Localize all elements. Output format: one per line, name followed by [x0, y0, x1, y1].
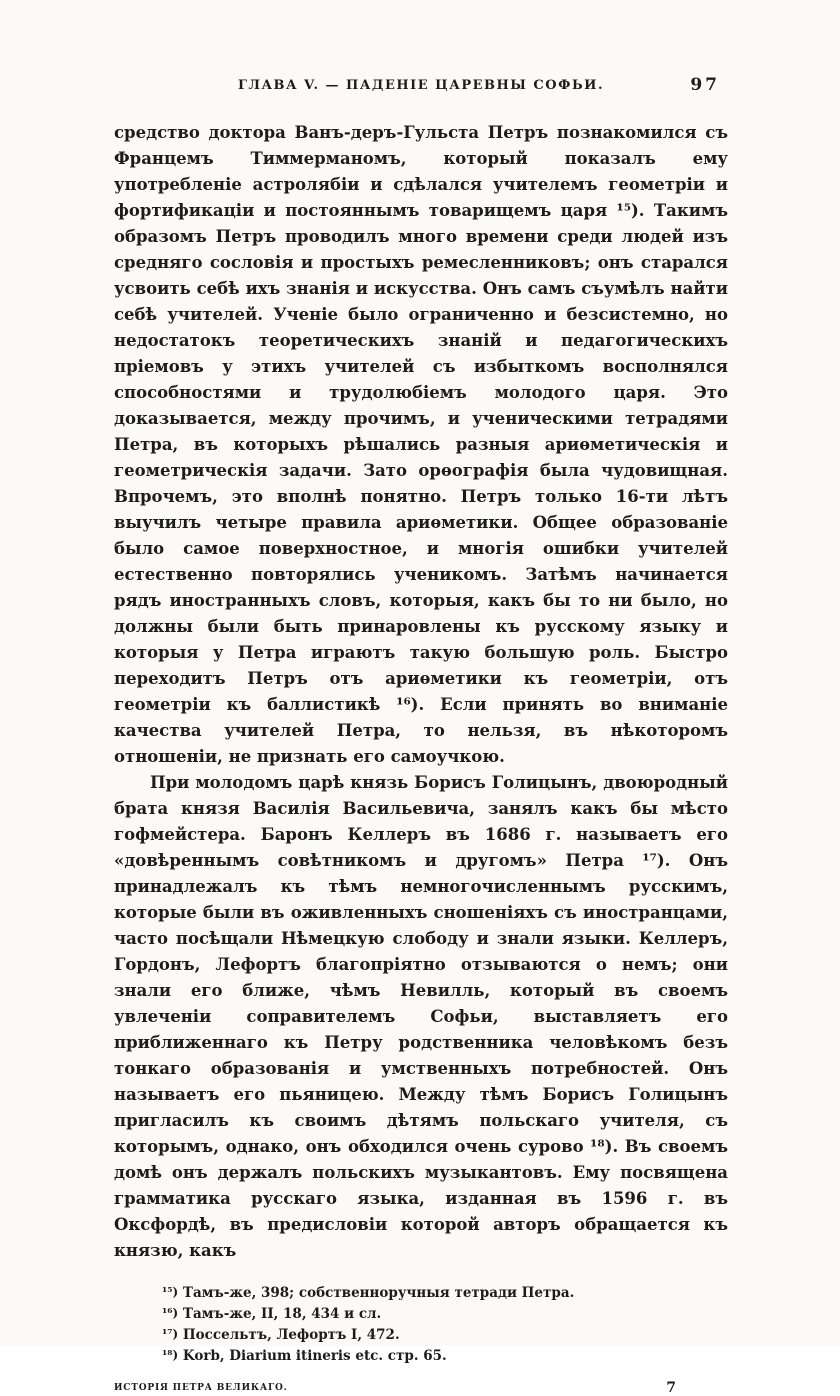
paragraph: средство доктора Ванъ-деръ-Гульста Петръ познакомился съ Францемъ Тиммерманомъ, который показалъ ему употребленіе астролябіи и сдѣлался учителемъ геометріи и фортификаціи и постояннымъ товарищемъ царя ¹⁵). Такимъ образомъ Петръ проводилъ много времени среди людей изъ средняго сословія и простыхъ ремесленниковъ; онъ старался усвоить себѣ ихъ знанія и искусства. Онъ самъ съумѣлъ найти себѣ учителей. Ученіе было ограниченно и безсистемно, но недостатокъ теоретическихъ знаній и педагогическихъ пріемовъ у этихъ учителей съ избыткомъ восполнялся способностями и трудолюбіемъ молодого царя. Это доказывается, между прочимъ, и ученическими тетрадями Петра, въ которыхъ рѣшались разныя ариѳметическія и геометрическія задачи. Зато орѳографія была чудовищная. Впрочемъ, это вполнѣ понятно. Петръ только 16-ти лѣтъ выучилъ четыре правила ариѳметики. Общее образованіе было самое поверхностное, и многія ошибки учителей естественно повторялись ученикомъ. Затѣмъ начинается рядъ иностранныхъ словъ, которыя, какъ бы то ни было, но должны были быть принаровлены къ русскому языку и которыя у Петра играютъ такую большую роль. Быстро переходитъ Петръ отъ ариѳметики къ геометріи, отъ геометріи къ баллистикѣ ¹⁶). Если принять во вниманіе качества учителей Петра, то нельзя, въ нѣкоторомъ отношеніи, не признать его самоучкою.: [114, 123, 728, 766]
footnote-text: Поссельтъ, Лефортъ I, 472.: [182, 1327, 400, 1343]
footnote-text: Korb, Diarium itineris etc. стр. 65.: [182, 1348, 447, 1364]
page-footer: [114, 1380, 728, 1396]
footnote-marker: ¹⁶): [162, 1306, 179, 1320]
footnote-item: [162, 1303, 728, 1324]
footnotes: [114, 1282, 728, 1366]
footnote-marker: ¹⁸): [162, 1348, 179, 1362]
footnote-item: [162, 1282, 728, 1303]
footnote-text: Тамъ-же, 398; собственноручныя тетради Петра.: [182, 1285, 575, 1301]
footer-series-title: ИСТОРІЯ ПЕТРА ВЕЛИКАГО.: [114, 1383, 288, 1393]
footnote-item: [162, 1345, 728, 1366]
footnote-marker: ¹⁷): [162, 1327, 179, 1341]
page-header: [114, 75, 728, 98]
footnote-item: [162, 1324, 728, 1345]
footer-signature-number: 7: [666, 1380, 676, 1396]
footnote-text: Тамъ-же, II, 18, 434 и сл.: [182, 1306, 382, 1322]
page-number: 97: [690, 75, 720, 95]
footnote-marker: ¹⁵): [162, 1285, 179, 1299]
running-title: ГЛАВА V. — ПАДЕНІЕ ЦАРЕВНЫ СОФЬИ.: [238, 78, 604, 93]
paragraph: При молодомъ царѣ князь Борисъ Голицынъ, двоюродный брата князя Василія Васильевича, занялъ какъ бы мѣсто гофмейстера. Баронъ Келлеръ въ 1686 г. называетъ его «довѣреннымъ совѣтникомъ и другомъ» Петра ¹⁷). Онъ принадлежалъ къ тѣмъ немногочисленнымъ русскимъ, которые были въ оживленныхъ сношеніяхъ съ иностранцами, часто посѣщали Нѣмецкую слободу и знали языки. Келлеръ, Гордонъ, Лефортъ благопріятно отзываются о немъ; они знали его ближе, чѣмъ Невилль, который въ своемъ увлеченіи соправителемъ Софьи, выставляетъ его приближеннаго къ Петру родственника человѣкомъ безъ тонкаго образованія и умственныхъ потребностей. Онъ называетъ его пьяницею. Между тѣмъ Борисъ Голицынъ пригласилъ къ своимъ дѣтямъ польскаго учителя, съ которымъ, однако, онъ обходился очень сурово ¹⁸). Въ своемъ домѣ онъ держалъ польскихъ музыкантовъ. Ему посвящена грамматика русскаго языка, изданная въ 1596 г. въ Оксфордѣ, въ предисловіи которой авторъ обращается къ князю, какъ: [114, 773, 728, 1260]
body-text: [114, 120, 728, 1264]
